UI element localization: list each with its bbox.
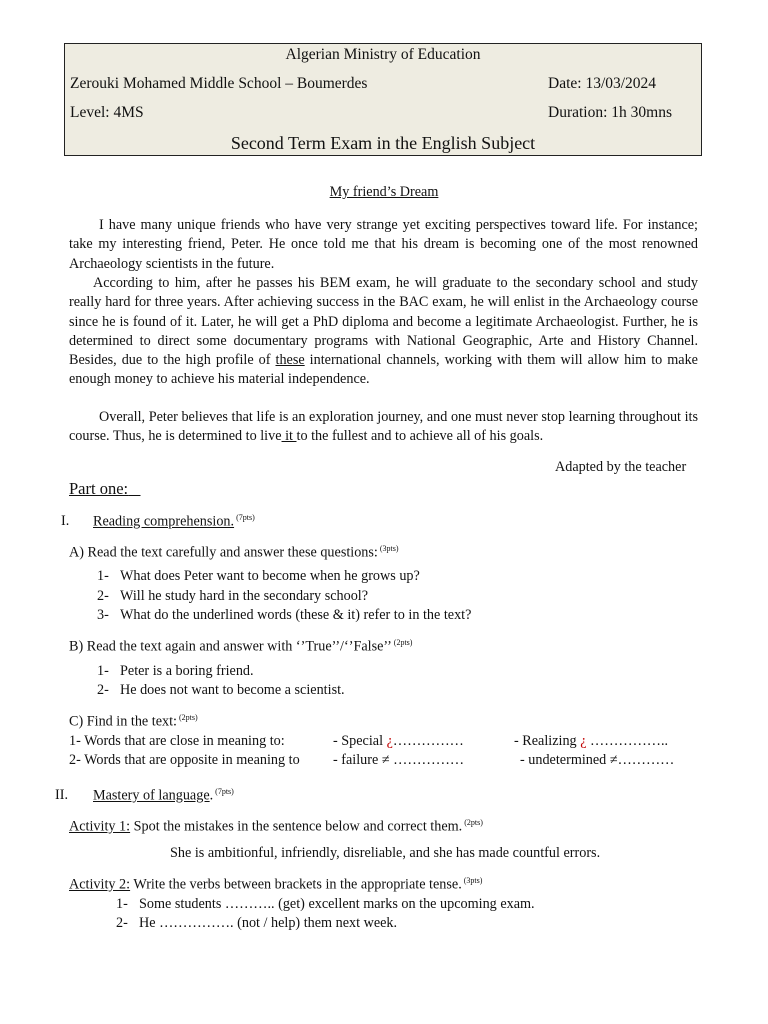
paragraph-1: I have many unique friends who have very strange yet exciting perspectives toward life. For instance; take my interesting friend, Peter. He once told me that his dream is becoming one of the most renowned Archaeology scientists in the future. (69, 217, 698, 272)
section-1-numeral: I. (61, 513, 70, 529)
opposite-failure: - failure ≠ …………… (333, 752, 465, 768)
activity-2-label: Activity 2: (69, 876, 131, 893)
exam-title: Second Term Exam in the English Subject (230, 133, 536, 153)
activity-1-heading (69, 818, 483, 836)
activity-1-sentence: She is ambitionful, infriendly, disreliable, and she has made countful errors. (170, 845, 601, 861)
question-c-heading (69, 713, 198, 731)
synonyms-label: 1- Words that are close in meaning to: (69, 733, 285, 749)
question-b1-num: 1- (97, 663, 109, 679)
activity-1-instruction: Spot the mistakes in the sentence below and correct them. (130, 818, 463, 835)
activity-2-item-2: He ……………. (not / help) them next week. (139, 915, 398, 931)
question-a-label: A) Read the text carefully and answer these questions: (69, 544, 378, 561)
school-name: Zerouki Mohamed Middle School – Boumerdes (70, 75, 368, 92)
paragraph-2-start: According to him, after he passes his BEM exam, he will graduate to the secondary school and study really hard for three years. After achieving success in the BAC exam, he will enlist in the Archaeology course since he is found of it. Later, he will get a PhD diploma and become a legitimate Archaeologist. Further, he is determined to direct some documentary programs with National Geographic, Arte and History Channel. Besides, due to the high profile of (69, 275, 698, 369)
activity-2-item-2-num: 2- (116, 915, 128, 931)
section-1-heading (93, 513, 255, 531)
text-title: My friend’s Dream (329, 184, 439, 200)
activity-2-instruction: Write the verbs between brackets in the appropriate tense. (130, 876, 462, 893)
underlined-word-it: it (281, 428, 297, 445)
section-2-title: Mastery of language (93, 787, 210, 804)
synonym-special: - Special ¿…………… (333, 733, 464, 749)
duration: Duration: 1h 30mns (548, 104, 672, 121)
activity-2-points: (3pts) (463, 876, 483, 885)
opposites-label: 2- Words that are opposite in meaning to (69, 752, 300, 768)
question-a-heading (69, 544, 399, 562)
paragraph-3-start: Overall, Peter believes that life is an exploration journey, and one must never stop learning throughout its course. Thus, he is determined to live (69, 409, 698, 445)
paragraph-3-end: to the fullest and to achieve all of his goals. (296, 428, 544, 445)
activity-1-label: Activity 1: (69, 818, 131, 835)
question-b-label: B) Read the text again and answer with ‘’True’’/‘’False’’ (69, 638, 392, 655)
paragraph-2 (69, 274, 698, 390)
question-a2: Will he study hard in the secondary school? (120, 588, 369, 604)
part-one-heading (69, 479, 141, 499)
activity-2-heading (69, 876, 482, 894)
question-a1-num: 1- (97, 568, 109, 584)
section-1-points: (7pts) (236, 513, 255, 522)
text-credit: Adapted by the teacher (555, 459, 687, 475)
section-1-title: Reading comprehension. (93, 513, 235, 530)
section-2-points: (7pts) (215, 787, 234, 796)
paragraph-3 (69, 408, 698, 447)
level: Level: 4MS (70, 104, 144, 121)
ministry-name: Algerian Ministry of Education (285, 46, 481, 63)
question-b-heading (69, 638, 412, 656)
question-b1: Peter is a boring friend. (120, 663, 254, 679)
question-a3: What do the underlined words (these & it) refer to in the text? (120, 607, 472, 623)
exam-header (64, 43, 702, 156)
underlined-word-these: these (275, 352, 305, 369)
activity-1-points: (2pts) (464, 818, 483, 827)
paragraph-2-end: international channels, working with them will allow him to make enough money to achieve his material independence. (69, 352, 698, 388)
activity-2-item-1-num: 1- (116, 896, 128, 912)
exam-date: Date: 13/03/2024 (548, 75, 657, 92)
synonym-realizing: - Realizing ¿ …………….. (514, 733, 669, 749)
question-a2-num: 2- (97, 588, 109, 604)
question-a3-num: 3- (97, 607, 109, 623)
section-2-heading: Mastery of language. $^{(7pts)}$ (93, 787, 234, 804)
question-c-points: (2pts) (178, 713, 198, 722)
activity-2-item-1: Some students ……….. (get) excellent marks on the upcoming exam. (139, 896, 535, 912)
part-one-label: Part one: (69, 479, 129, 498)
question-b2: He does not want to become a scientist. (120, 682, 345, 698)
question-a-points: (3pts) (379, 544, 399, 553)
section-2-numeral: II. (55, 787, 68, 803)
question-b-points: (2pts) (393, 638, 413, 647)
question-a1: What does Peter want to become when he grows up? (120, 568, 420, 584)
question-c-label: C) Find in the text: (69, 713, 177, 730)
question-b2-num: 2- (97, 682, 109, 698)
opposite-undetermined: - undetermined ≠………… (520, 752, 675, 768)
